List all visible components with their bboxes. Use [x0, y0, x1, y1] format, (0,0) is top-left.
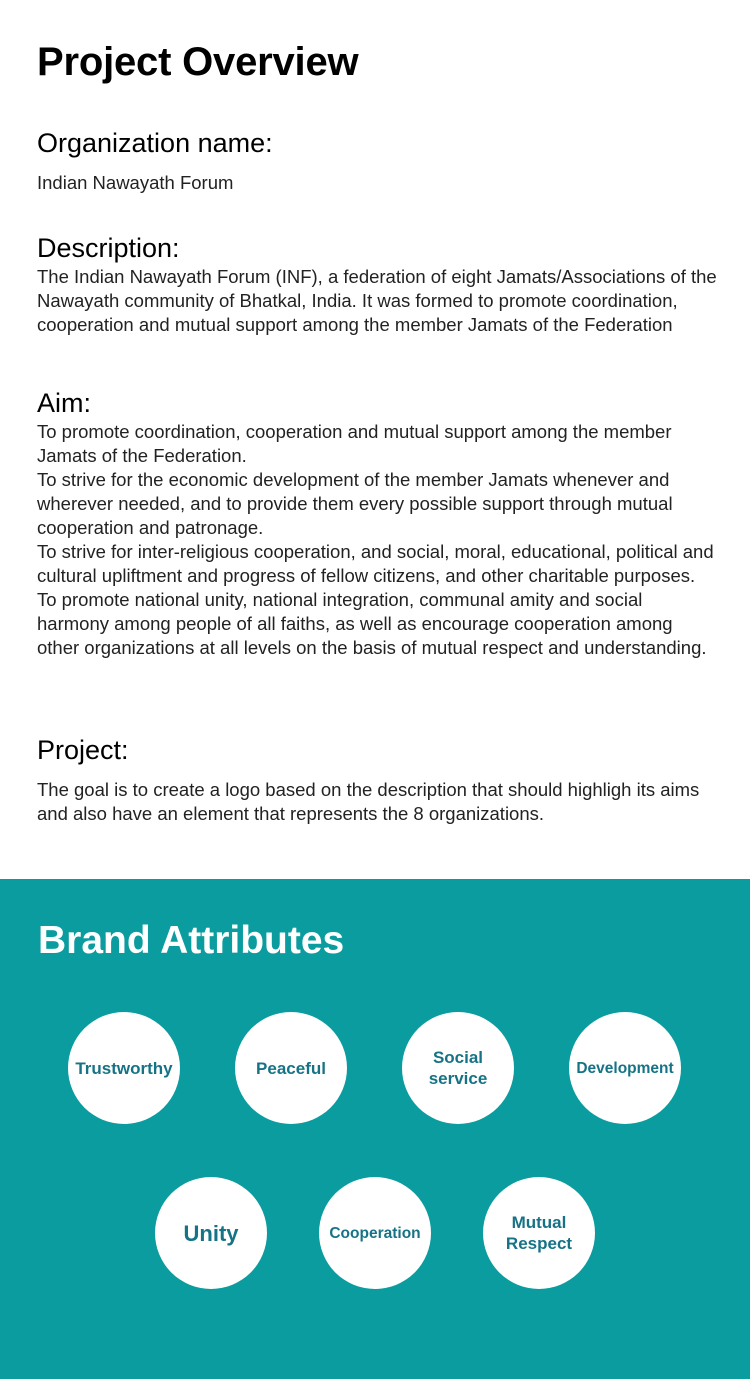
attribute-circle-mutual-respect	[483, 1177, 595, 1289]
attribute-circle-cooperation	[319, 1177, 431, 1289]
attribute-label: Peaceful	[256, 1058, 326, 1078]
description-heading: Description:	[37, 233, 180, 263]
attribute-label: Mutual Respect	[505, 1213, 573, 1253]
aim-item: To promote national unity, national integration, communal amity and social harmony among people of all faiths, as well as encourage cooperation among other organizations at all levels on the basis of mutual respect and understanding.	[37, 589, 707, 658]
brand-attributes-section	[0, 879, 750, 1379]
attribute-label: Trustworthy	[75, 1058, 173, 1078]
page-title: Project Overview	[37, 40, 359, 84]
aim-list	[37, 420, 717, 660]
project-heading: Project:	[37, 735, 129, 765]
attribute-label: Cooperation	[329, 1224, 421, 1242]
attribute-circle-peaceful	[235, 1012, 347, 1124]
attribute-circle-unity	[155, 1177, 267, 1289]
org-name-heading: Organization name:	[37, 128, 273, 158]
aim-item: To promote coordination, cooperation and mutual support among the member Jamats of the Federation.	[37, 421, 672, 466]
aim-item: To strive for inter-religious cooperation, and social, moral, educational, political and cultural upliftment and progress of fellow citizens, and other charitable purposes.	[37, 541, 714, 586]
aim-heading: Aim:	[37, 388, 91, 418]
org-name-value: Indian Nawayath Forum	[37, 172, 234, 193]
project-text: The goal is to create a logo based on the description that should highligh its aims and also have an element that represents the 8 organizations.	[37, 779, 700, 824]
aim-item: To strive for the economic development of the member Jamats whenever and wherever needed, and to provide them every possible support through mutual cooperation and patronage.	[37, 469, 673, 538]
attribute-circle-development	[569, 1012, 681, 1124]
description-text: The Indian Nawayath Forum (INF), a federation of eight Jamats/Associations of the Nawayath community of Bhatkal, India. It was formed to promote coordination, cooperation and mutual support among the member Jamats of the Federation	[37, 266, 717, 335]
attribute-circle-trustworthy	[68, 1012, 180, 1124]
attribute-label: Unity	[183, 1220, 239, 1246]
attribute-label: Development	[576, 1059, 674, 1077]
attribute-label: Social service	[428, 1048, 488, 1088]
brand-attributes-title: Brand Attributes	[38, 919, 345, 962]
attribute-circle-social-service	[402, 1012, 514, 1124]
